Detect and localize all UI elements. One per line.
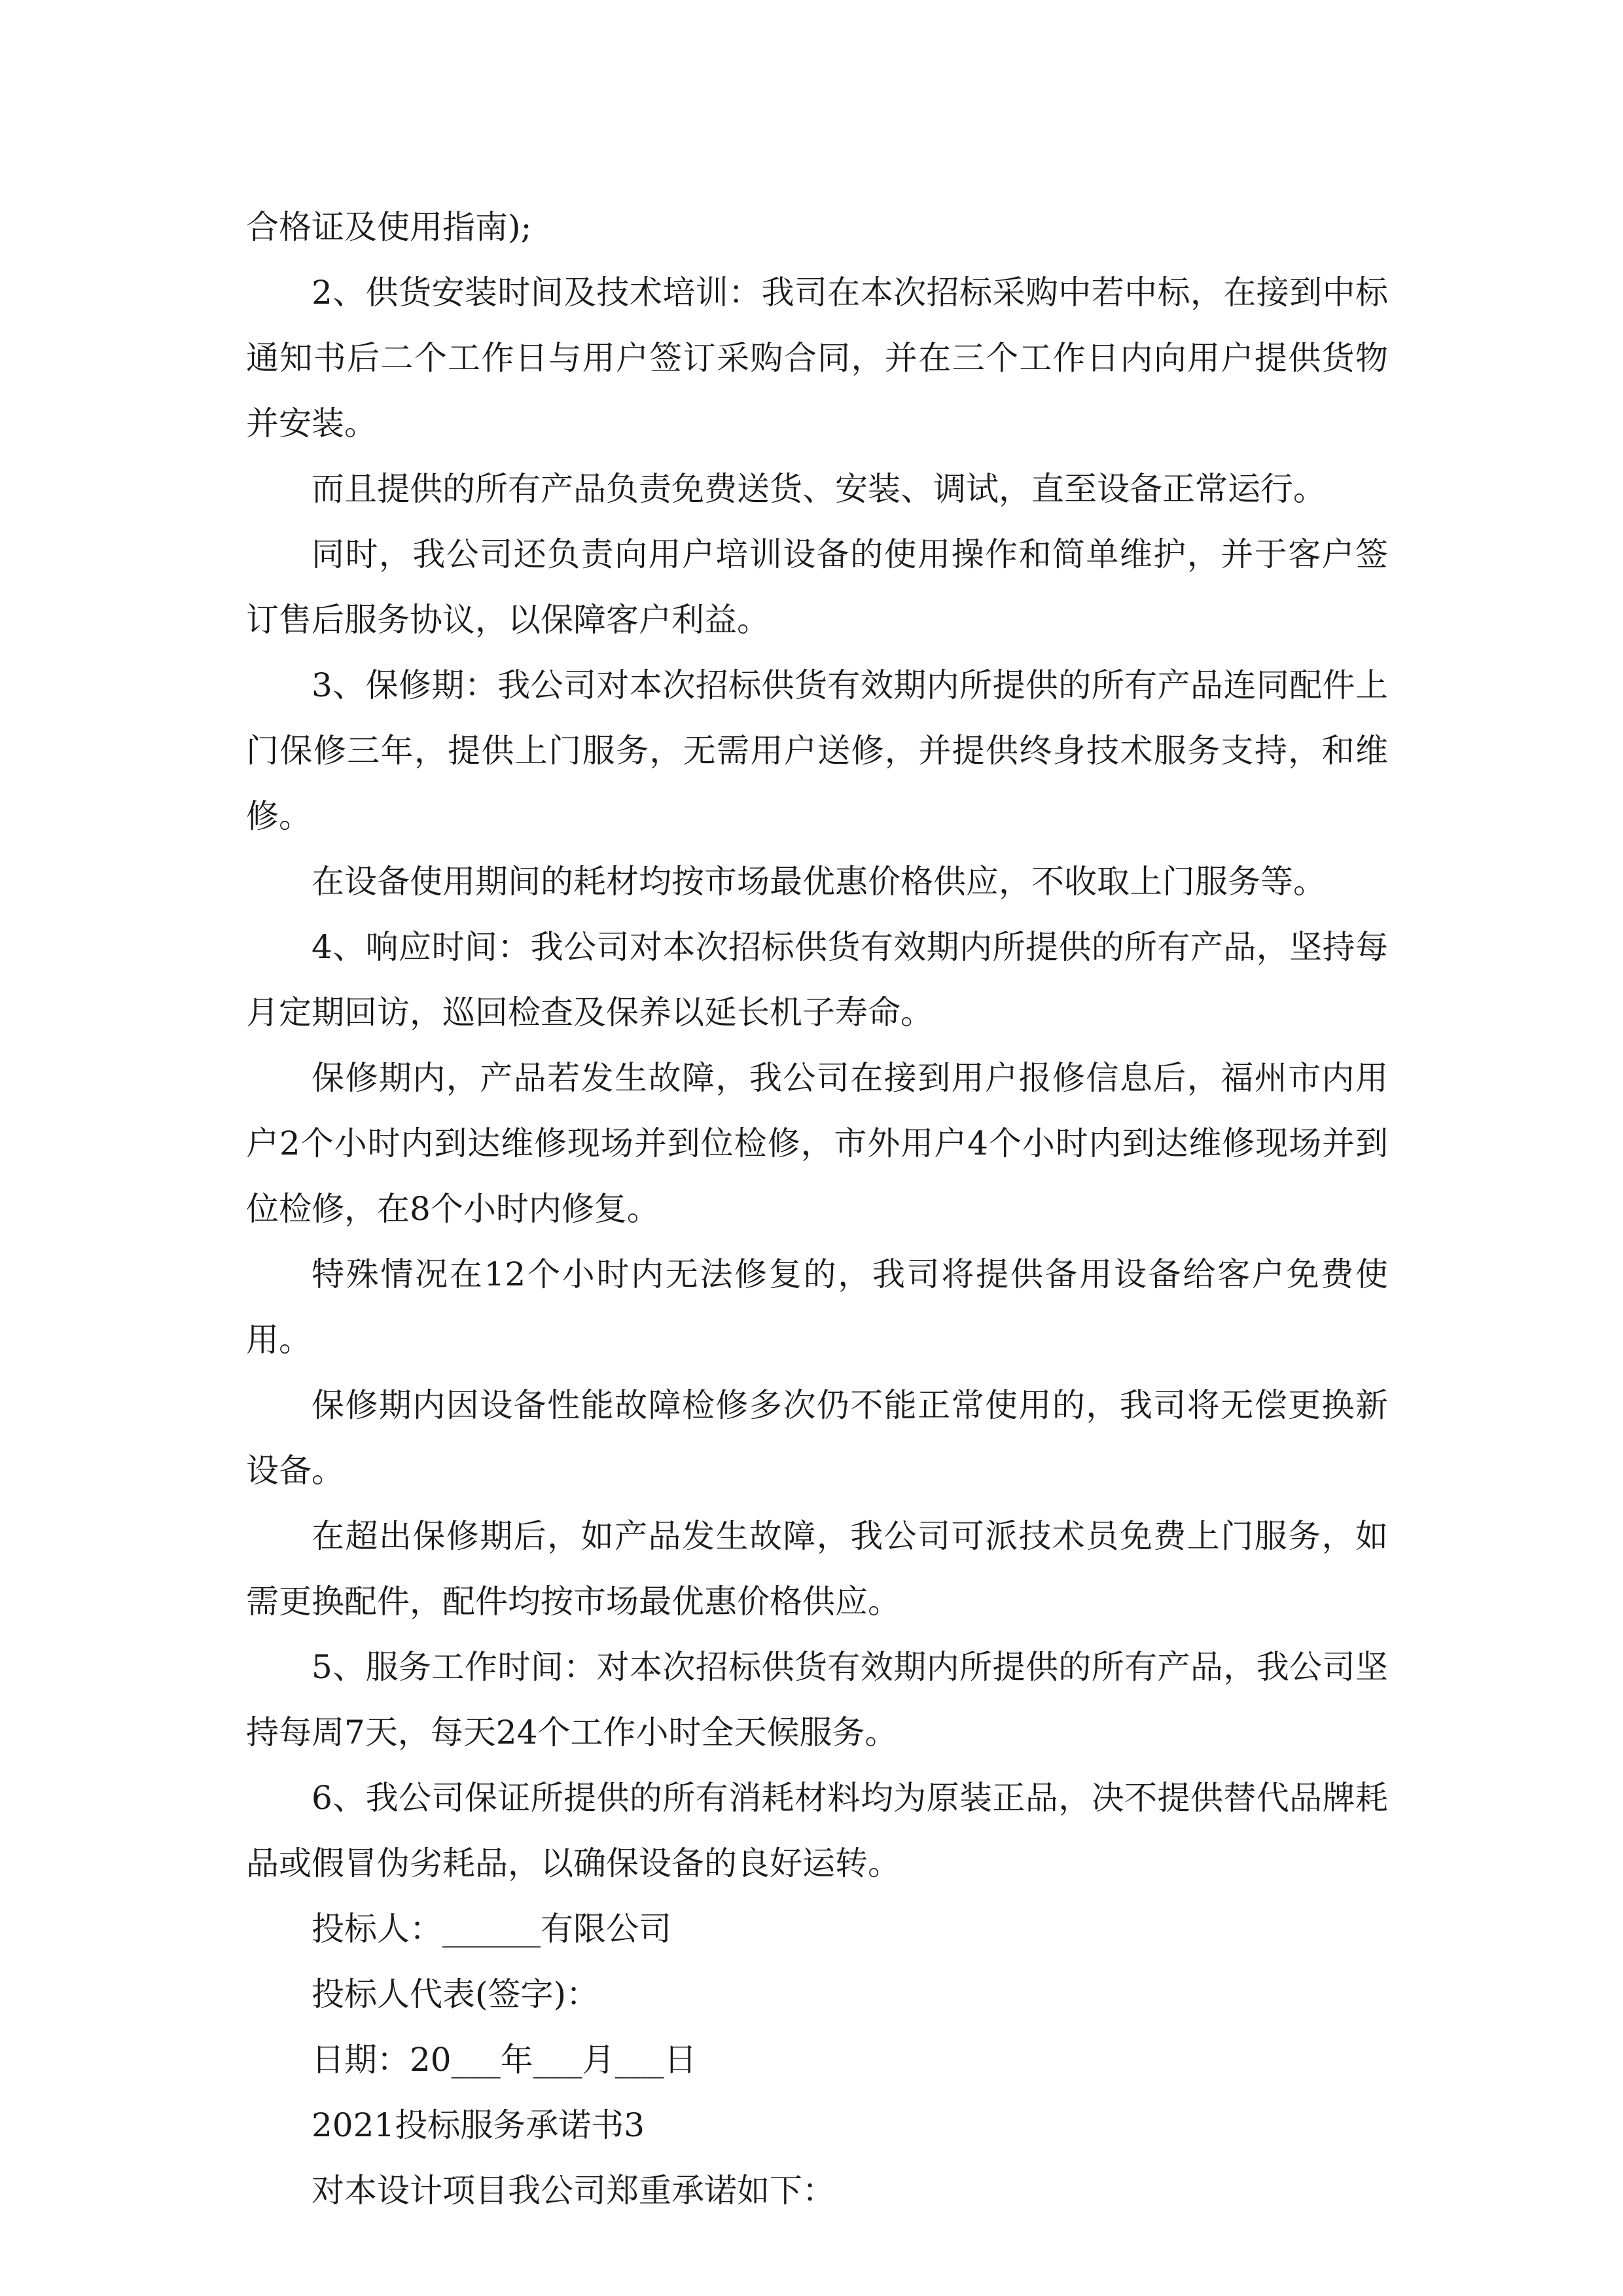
bidder-line: 投标人：______有限公司: [312, 1910, 671, 1948]
date-line: 日期：20___年___月___日: [312, 2041, 697, 2079]
paragraph-user-training: 同时，我公司还负责向用户培训设备的使用操作和简单维护，并于客户签订售后服务协议，以保障客户利益。: [246, 535, 1388, 639]
paragraph-special-cases: 特殊情况在12个小时内无法修复的，我司将提供备用设备给客户免费使用。: [246, 1255, 1388, 1359]
paragraph-service-hours: 5、服务工作时间：对本次招标供货有效期内所提供的所有产品，我公司坚持每周7天，每天24个工作小时全天候服务。: [246, 1648, 1388, 1751]
paragraph-delivery-training: 2、供货安装时间及技术培训：我司在本次招标采购中若中标，在接到中标通知书后二个工作日与用户签订采购合同，并在三个工作日内向用户提供货物并安装。: [246, 274, 1388, 442]
paragraph-genuine-consumables: 6、我公司保证所提供的所有消耗材料均为原装正品，决不提供替代品牌耗品或假冒伪劣耗品，以确保设备的良好运转。: [246, 1779, 1388, 1882]
section-title: 2021投标服务承诺书3: [312, 2106, 645, 2144]
paragraph-repair-response: 保修期内，产品若发生故障，我公司在接到用户报修信息后，福州市内用户2个小时内到达维修现场并到位检修，市外用户4个小时内到达维修现场并到位检修，在8个小时内修复。: [246, 1059, 1388, 1228]
commitment-intro: 对本设计项目我公司郑重承诺如下：: [312, 2172, 835, 2210]
paragraph-free-delivery: 而且提供的所有产品负责免费送货、安装、调试，直至设备正常运行。: [312, 470, 1326, 508]
document-body: [246, 194, 1388, 2223]
paragraph-continuation: 合格证及使用指南);: [246, 208, 532, 246]
paragraph-warranty-period: 3、保修期：我公司对本次招标供货有效期内所提供的所有产品连同配件上门保修三年，提供上门服务，无需用户送修，并提供终身技术服务支持，和维修。: [246, 666, 1388, 835]
paragraph-replacement: 保修期内因设备性能故障检修多次仍不能正常使用的，我司将无偿更换新设备。: [246, 1386, 1388, 1490]
paragraph-consumables: 在设备使用期间的耗材均按市场最优惠价格供应，不收取上门服务等。: [312, 863, 1326, 901]
paragraph-post-warranty: 在超出保修期后，如产品发生故障，我公司可派技术员免费上门服务，如需更换配件，配件均按市场最优惠价格供应。: [246, 1517, 1388, 1621]
paragraph-response-time: 4、响应时间：我公司对本次招标供货有效期内所提供的所有产品，坚持每月定期回访，巡回检查及保养以延长机子寿命。: [246, 928, 1388, 1031]
representative-signature-line: 投标人代表(签字)：: [312, 1975, 599, 2013]
